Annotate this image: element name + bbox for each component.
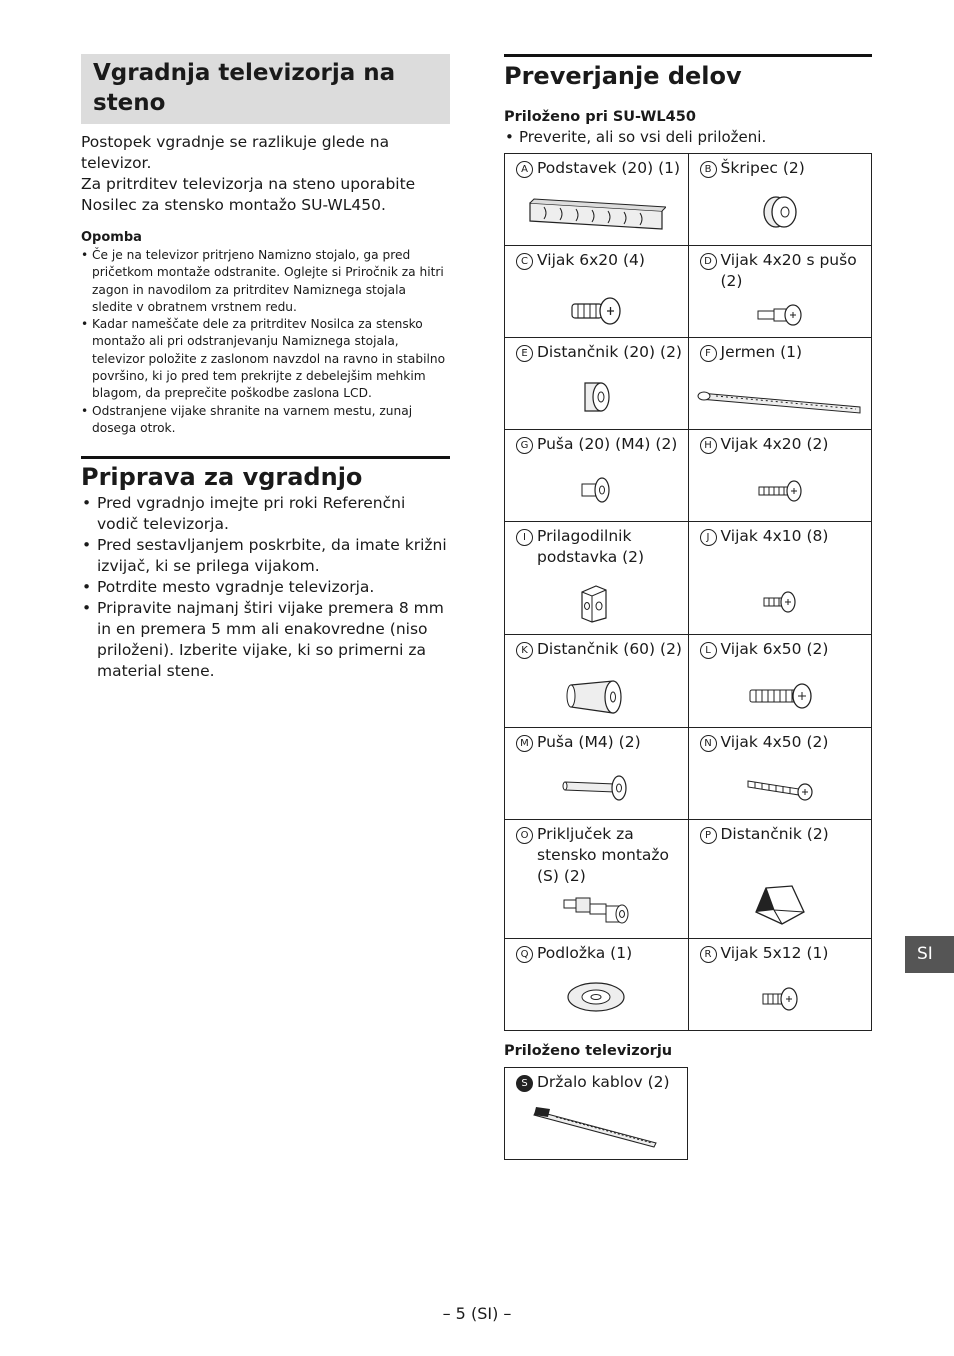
preparation-item: • Pripravite najmanj štiri vijake premera 8 mm in en premera 5 mm ali enakovredne (niso priloženi). Izberite vijake, ki so primerni za material stene. xyxy=(81,598,450,682)
note-item: • Odstranjene vijake shranite na varnem mestu, zunaj dosega otrok. xyxy=(81,403,450,438)
note-title: Opomba xyxy=(81,230,142,245)
part-cell-m xyxy=(505,728,689,820)
part-name: Vijak 4x20 s pušo (2) xyxy=(720,251,857,290)
block-icon xyxy=(752,882,808,928)
connector-icon xyxy=(560,894,632,926)
part-cell-l xyxy=(688,635,872,728)
part-letter: H xyxy=(700,437,717,454)
right-column xyxy=(504,54,872,1160)
section-heading-preparation: Priprava za vgradnjo xyxy=(81,456,450,493)
cable-tie-icon xyxy=(526,1103,666,1153)
part-name: Puša (M4) (2) xyxy=(537,733,641,751)
pulley-icon xyxy=(760,193,800,231)
part-name: Podložka (1) xyxy=(537,944,633,962)
part-cell-f xyxy=(688,338,872,430)
part-letter: F xyxy=(700,345,717,362)
part-cell-d xyxy=(688,246,872,338)
parts-table xyxy=(504,153,872,1031)
part-letter: I xyxy=(516,529,533,546)
part-name: Vijak 4x20 (2) xyxy=(720,435,829,453)
part-cell-b xyxy=(688,154,872,246)
part-letter: B xyxy=(700,161,717,178)
washer-icon xyxy=(565,980,627,1014)
part-name: Prilagodilnik podstavka (2) xyxy=(537,527,645,566)
note-item: • Kadar nameščate dele za pritrditev Nosilca za stensko montažo ali pri odstranjevanju Namiznega stojala, televizor položite z zaslonom navzdol na ravno in stabilno površino, ki jo pred tem prekrijte z debelejšim mehkim blagom, da preprečite poškodbe zaslona LCD. xyxy=(81,316,450,402)
tv-parts-table xyxy=(504,1067,688,1160)
part-letter: D xyxy=(700,253,717,270)
part-letter: L xyxy=(700,642,717,659)
part-cell-i xyxy=(505,522,689,635)
part-letter: O xyxy=(516,827,533,844)
note-list xyxy=(81,247,450,437)
part-letter: S xyxy=(516,1075,533,1092)
section-heading-parts-check: Preverjanje delov xyxy=(504,54,872,92)
part-name: Distančnik (60) (2) xyxy=(537,640,682,658)
screw-icon xyxy=(756,479,804,503)
part-cell-r xyxy=(688,939,872,1031)
screw-icon xyxy=(761,590,799,614)
bushing-icon xyxy=(561,773,631,803)
screw-icon xyxy=(760,986,800,1012)
part-cell-h xyxy=(688,430,872,522)
part-name: Priključek za stensko montažo (S) (2) xyxy=(537,825,670,885)
part-cell-g xyxy=(505,430,689,522)
part-cell-e xyxy=(505,338,689,430)
preparation-item: • Pred vgradnjo imejte pri roki Referenčni vodič televizorja. xyxy=(81,493,450,535)
part-letter: P xyxy=(700,827,717,844)
part-name: Vijak 6x20 (4) xyxy=(537,251,645,269)
bracket-icon xyxy=(526,195,666,237)
part-cell-o xyxy=(505,820,689,939)
part-name: Vijak 4x50 (2) xyxy=(720,733,829,751)
part-name: Držalo kablov (2) xyxy=(537,1073,670,1091)
section-heading-wall-mount: Vgradnja televizorja na steno xyxy=(81,54,450,124)
part-letter: K xyxy=(516,642,533,659)
bushing-icon xyxy=(578,475,614,505)
language-tab: SI xyxy=(905,936,954,973)
spacer-icon xyxy=(565,677,627,717)
part-name: Distančnik (2) xyxy=(720,825,829,843)
part-name: Vijak 5x12 (1) xyxy=(720,944,829,962)
supplied-with-bracket-title: Priloženo pri SU-WL450 xyxy=(504,109,696,125)
part-name: Podstavek (20) (1) xyxy=(537,159,681,177)
intro-paragraph-1: Postopek vgradnje se razlikuje glede na televizor. xyxy=(81,133,390,172)
part-name: Škripec (2) xyxy=(720,159,805,177)
screw-icon xyxy=(568,295,624,327)
check-list xyxy=(504,127,872,147)
part-letter: R xyxy=(700,946,717,963)
preparation-item: • Pred sestavljanjem poskrbite, da imate križni izvijač, ki se prilega vijakom. xyxy=(81,535,450,577)
part-cell-j xyxy=(688,522,872,635)
spacer-icon xyxy=(579,379,613,415)
screw-icon xyxy=(747,681,813,711)
part-cell-k xyxy=(505,635,689,728)
page-number: – 5 (SI) – xyxy=(442,1304,512,1323)
part-name: Distančnik (20) (2) xyxy=(537,343,682,361)
adapter-icon xyxy=(576,582,616,624)
part-letter: A xyxy=(516,161,533,178)
note-item: • Če je na televizor pritrjeno Namizno stojalo, ga pred pričetkom montaže odstranite. Oglejte si Priročnik za hitri zagon in navodilom za pritrditev Namiznega stojala sledite v obratnem vrstnem redu. xyxy=(81,247,450,316)
part-cell-n xyxy=(688,728,872,820)
check-item: • Preverite, ali so vsi deli priloženi. xyxy=(504,127,872,147)
screw-icon xyxy=(755,303,805,327)
part-name: Vijak 4x10 (8) xyxy=(720,527,829,545)
part-letter: J xyxy=(700,529,717,546)
intro-paragraph-2: Za pritrditev televizorja na steno uporabite Nosilec za stensko montažo SU-WL450. xyxy=(81,175,416,214)
part-letter: G xyxy=(516,437,533,454)
part-cell-c xyxy=(505,246,689,338)
part-letter: Q xyxy=(516,946,533,963)
part-letter: C xyxy=(516,253,533,270)
part-cell-s xyxy=(505,1068,688,1160)
part-name: Puša (20) (M4) (2) xyxy=(537,435,678,453)
part-letter: M xyxy=(516,735,533,752)
part-cell-q xyxy=(505,939,689,1031)
part-name: Vijak 6x50 (2) xyxy=(720,640,829,658)
preparation-item: • Potrdite mesto vgradnje televizorja. xyxy=(81,577,450,598)
part-name: Jermen (1) xyxy=(720,343,803,361)
preparation-list xyxy=(81,493,450,682)
left-column xyxy=(81,54,450,682)
part-cell-p xyxy=(688,820,872,939)
part-cell-a xyxy=(505,154,689,246)
belt-icon xyxy=(696,387,864,417)
part-letter: N xyxy=(700,735,717,752)
part-letter: E xyxy=(516,345,533,362)
supplied-with-tv-title: Priloženo televizorju xyxy=(504,1043,673,1059)
screw-icon xyxy=(745,775,815,801)
